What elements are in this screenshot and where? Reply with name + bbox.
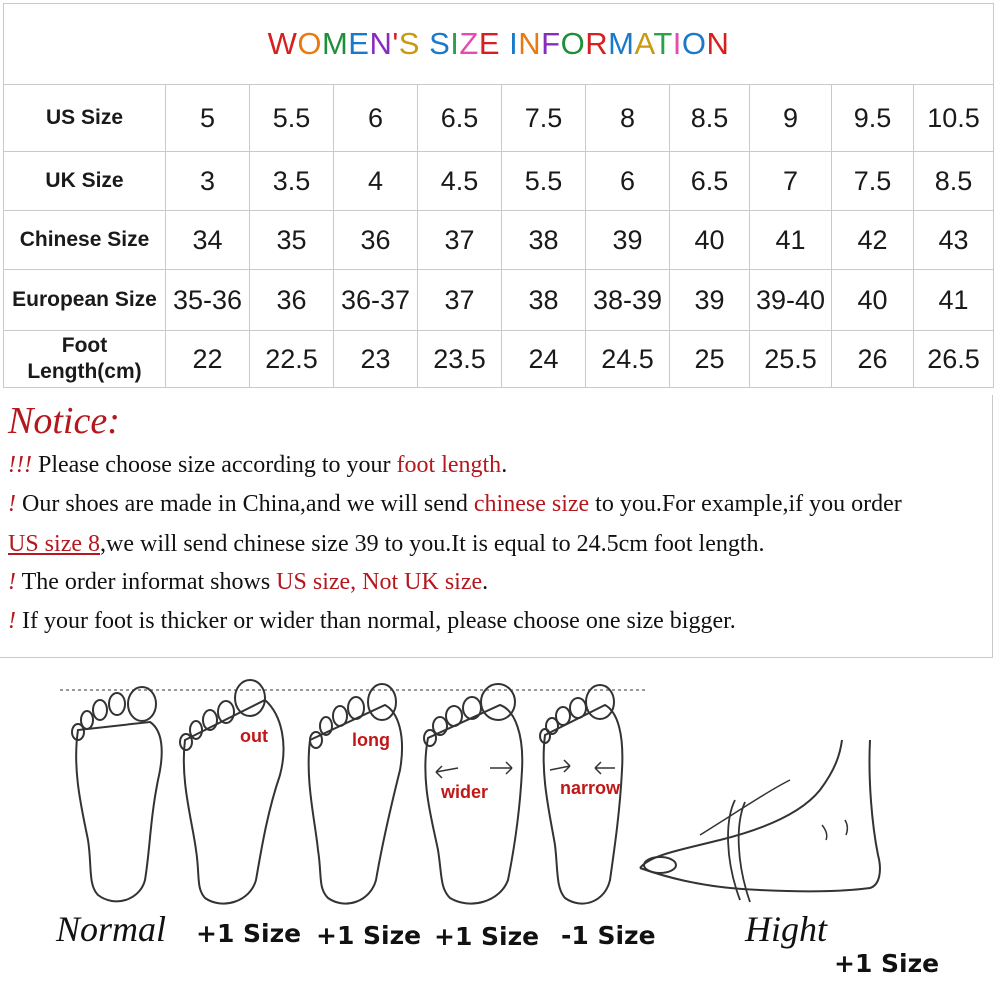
- row-label-foot-length: [4, 331, 166, 388]
- table-cell: 3.5: [250, 152, 334, 211]
- size-table: [3, 3, 994, 388]
- table-cell: 5.5: [250, 85, 334, 152]
- label-out: out: [240, 726, 268, 746]
- title-letter: N: [369, 26, 393, 61]
- row-label-european-size: European Size: [4, 270, 166, 331]
- table-cell: 8.5: [670, 85, 750, 152]
- title-letter: I: [450, 26, 460, 61]
- notice-text: .: [501, 452, 508, 478]
- caption-minus1-narrow: -1 Size: [561, 921, 656, 950]
- notice-text: ,we will send chinese size 39 to you.It is equal to 24.5cm foot length.: [100, 531, 765, 557]
- table-cell: 8.5: [914, 152, 994, 211]
- table-cell: 5.5: [502, 152, 586, 211]
- notice-text: Our shoes are made in China,and we will send: [16, 491, 474, 517]
- title-letter: F: [541, 26, 561, 61]
- table-cell: 24: [502, 331, 586, 388]
- notice-highlight: foot length: [396, 452, 502, 478]
- title-letter: S: [429, 26, 451, 61]
- notice-line-3: [8, 531, 765, 558]
- table-row: [4, 85, 994, 152]
- notice-text: If your foot is thicker or wider than normal, please choose one size bigger.: [16, 608, 736, 634]
- notice-line-1: [8, 452, 507, 479]
- table-cell: 36: [334, 211, 418, 270]
- table-cell: 22.5: [250, 331, 334, 388]
- table-cell: 5: [166, 85, 250, 152]
- table-cell: 38: [502, 270, 586, 331]
- label-narrow: narrow: [560, 778, 621, 798]
- foot-normal-icon: [72, 687, 162, 901]
- table-cell: 6.5: [418, 85, 502, 152]
- table-cell: 39-40: [750, 270, 832, 331]
- title-letter: E: [478, 26, 501, 61]
- table-cell: 26.5: [914, 331, 994, 388]
- table-cell: 39: [586, 211, 670, 270]
- table-cell: 6.5: [670, 152, 750, 211]
- table-cell: 40: [670, 211, 750, 270]
- title-letter: A: [634, 26, 654, 61]
- title-letter: ': [392, 26, 399, 61]
- label-long: long: [352, 730, 390, 750]
- table-cell: 4: [334, 152, 418, 211]
- table-cell: 36: [250, 270, 334, 331]
- table-cell: 7.5: [502, 85, 586, 152]
- title-letter: O: [681, 26, 707, 61]
- title-letter: O: [560, 26, 586, 61]
- notice-text: The order informat shows: [16, 569, 277, 595]
- notice-mark: !: [8, 608, 16, 634]
- table-cell: 26: [832, 331, 914, 388]
- table-row: [4, 270, 994, 331]
- row-label-uk-size: UK Size: [4, 152, 166, 211]
- table-cell: 42: [832, 211, 914, 270]
- notice-highlight: US size,: [276, 569, 357, 595]
- table-cell: 25.5: [750, 331, 832, 388]
- table-title-text: [268, 26, 730, 61]
- table-cell: 36-37: [334, 270, 418, 331]
- table-cell: 38-39: [586, 270, 670, 331]
- notice-mark: !: [8, 569, 16, 595]
- row-label-us-size: US Size: [4, 85, 166, 152]
- notice-mark: !: [8, 491, 16, 517]
- notice-line-2: [8, 491, 902, 518]
- title-letter: M: [321, 26, 349, 61]
- title-letter: N: [706, 26, 730, 61]
- notice-line-4: [8, 569, 488, 596]
- row-label-foot-line1: Foot: [61, 334, 108, 357]
- notice-highlight: Not UK size: [362, 569, 483, 595]
- table-cell: 6: [334, 85, 418, 152]
- table-cell: 41: [914, 270, 994, 331]
- notice-text: to you.For example,if you order: [589, 491, 902, 517]
- notice-text: Please choose size according to your: [31, 452, 397, 478]
- table-cell: 24.5: [586, 331, 670, 388]
- table-cell: 23: [334, 331, 418, 388]
- row-label-foot-line2: Length(cm): [27, 360, 142, 383]
- title-letter: I: [509, 26, 519, 61]
- caption-normal: Normal: [56, 909, 167, 949]
- title-letter: O: [297, 26, 322, 61]
- table-cell: 37: [418, 211, 502, 270]
- table-row: [4, 211, 994, 270]
- caption-hight: Hight: [745, 909, 828, 949]
- table-cell: 35-36: [166, 270, 250, 331]
- table-cell: 40: [832, 270, 914, 331]
- row-label-chinese-size: Chinese Size: [4, 211, 166, 270]
- notice-line-5: [8, 608, 736, 635]
- caption-plus1-wider: +1 Size: [434, 922, 540, 951]
- notice-title: Notice:: [8, 400, 120, 442]
- table-cell: 38: [502, 211, 586, 270]
- table-cell: 34: [166, 211, 250, 270]
- table-row: [4, 152, 994, 211]
- caption-plus1-long: +1 Size: [316, 921, 422, 950]
- title-letter: [500, 26, 509, 61]
- title-letter: E: [348, 26, 370, 61]
- notice-mark: !!!: [8, 452, 32, 478]
- label-wider: wider: [441, 782, 489, 802]
- notice-box: [0, 395, 993, 658]
- table-row: [4, 331, 994, 388]
- table-cell: 8: [586, 85, 670, 152]
- table-cell: 7: [750, 152, 832, 211]
- caption-plus1-out: +1 Size: [196, 919, 302, 948]
- title-letter: N: [518, 26, 542, 61]
- table-cell: 41: [750, 211, 832, 270]
- table-cell: 35: [250, 211, 334, 270]
- table-cell: 9.5: [832, 85, 914, 152]
- title-letter: Z: [459, 26, 479, 61]
- table-cell: 22: [166, 331, 250, 388]
- title-letter: I: [672, 26, 682, 61]
- caption-plus1-hight: +1 Size: [834, 949, 940, 978]
- foot-out-icon: [180, 680, 284, 904]
- title-letter: [420, 26, 429, 61]
- table-cell: 37: [418, 270, 502, 331]
- foot-illustrations: [0, 660, 1000, 1000]
- table-cell: 3: [166, 152, 250, 211]
- table-cell: 4.5: [418, 152, 502, 211]
- table-cell: 6: [586, 152, 670, 211]
- title-letter: R: [585, 26, 609, 61]
- table-cell: 39: [670, 270, 750, 331]
- table-title: [4, 4, 994, 85]
- table-cell: 43: [914, 211, 994, 270]
- notice-highlight: chinese size: [473, 491, 590, 517]
- table-cell: 25: [670, 331, 750, 388]
- title-letter: S: [398, 26, 420, 61]
- side-foot-icon: [640, 740, 880, 902]
- notice-highlight: US size 8: [8, 531, 100, 557]
- table-cell: 10.5: [914, 85, 994, 152]
- table-cell: 7.5: [832, 152, 914, 211]
- title-letter: M: [608, 26, 635, 61]
- table-cell: 23.5: [418, 331, 502, 388]
- title-letter: W: [267, 26, 298, 61]
- title-letter: T: [653, 26, 673, 61]
- notice-text: .: [482, 569, 489, 595]
- table-cell: 9: [750, 85, 832, 152]
- foot-long-icon: [309, 684, 402, 904]
